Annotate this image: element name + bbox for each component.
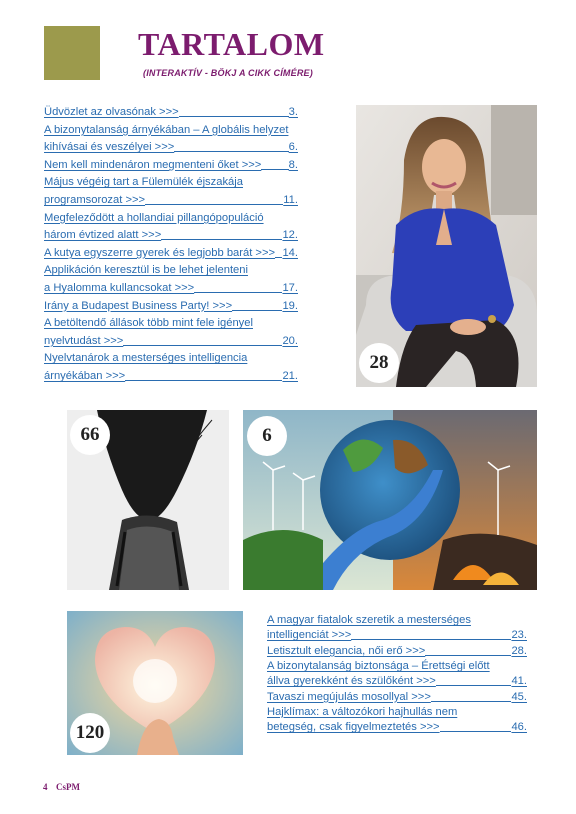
toc-entry-text[interactable]: Üdvözlet az olvasónak >>> xyxy=(44,106,179,118)
toc-entry-text[interactable]: állva gyerekként és szülőként >>> xyxy=(267,675,436,688)
toc-entry-line[interactable] xyxy=(44,211,264,225)
page-subtitle: (INTERAKTÍV - BÖKJ A CIKK CÍMÉRE) xyxy=(143,68,313,78)
toc-entry-line[interactable] xyxy=(267,690,527,704)
toc-entry-text[interactable]: Május végéig tart a Fülemülék éjszakája xyxy=(44,176,243,189)
toc-entry-line[interactable] xyxy=(44,193,298,207)
toc-leader-line xyxy=(194,281,282,293)
toc-page-number[interactable]: 11. xyxy=(283,194,298,206)
toc-entry-text[interactable]: A betöltendő állások több mint fele igényel xyxy=(44,317,253,330)
toc-entry-line[interactable] xyxy=(44,123,288,137)
toc-leader-line xyxy=(436,674,512,686)
toc-entry-text[interactable]: intelligenciát >>> xyxy=(267,629,352,642)
toc-page-number[interactable]: 46. xyxy=(511,721,527,734)
toc-page-number[interactable]: 21. xyxy=(282,370,298,382)
toc-page-number[interactable]: 17. xyxy=(282,282,298,294)
page-badge-6: 6 xyxy=(247,416,287,456)
toc-leader-line xyxy=(275,246,282,258)
toc-leader-line xyxy=(232,299,282,311)
toc-page-number[interactable]: 45. xyxy=(511,690,527,703)
toc-entry-text[interactable]: három évtized alatt >>> xyxy=(44,229,162,242)
toc-entry-line[interactable] xyxy=(44,299,298,313)
toc-leader-line xyxy=(261,158,288,170)
toc-leader-line xyxy=(425,644,511,656)
page-badge-66: 66 xyxy=(70,415,110,455)
toc-entry-text[interactable]: nyelvtudást >>> xyxy=(44,334,124,347)
toc-entry-line[interactable] xyxy=(267,705,457,719)
toc-page-number[interactable]: 14. xyxy=(282,246,298,259)
toc-page-number[interactable]: 6. xyxy=(288,141,298,154)
toc-page-number[interactable]: 12. xyxy=(282,229,298,242)
toc-entry-line[interactable] xyxy=(267,613,471,627)
toc-entry-line[interactable] xyxy=(44,281,298,295)
toc-entry-line[interactable] xyxy=(267,644,527,658)
toc-entry-text[interactable]: Applikáción keresztül is be lehet jelenteni xyxy=(44,264,248,277)
toc-entry-line[interactable] xyxy=(44,246,298,260)
toc-entry-text[interactable]: A magyar fiatalok szeretik a mesterséges xyxy=(267,614,471,626)
toc-entry-text[interactable]: A bizonytalanság biztonsága – Érettségi előtt xyxy=(267,659,490,672)
toc-entry-text[interactable]: árnyékában >>> xyxy=(44,370,126,382)
toc-entry-line[interactable] xyxy=(44,369,298,383)
toc-page-number[interactable]: 41. xyxy=(511,675,527,688)
toc-page-number[interactable]: 23. xyxy=(511,629,527,642)
toc-entry-text[interactable]: A bizonytalanság árnyékában – A globális helyzet xyxy=(44,123,289,136)
toc-leader-line xyxy=(145,193,283,205)
earth-climate-photo[interactable] xyxy=(243,410,537,590)
toc-entry-line[interactable] xyxy=(44,140,298,154)
toc-entry-text[interactable]: Megfeleződött a hollandiai pillangópopuláció xyxy=(44,211,264,224)
toc-page-number[interactable]: 28. xyxy=(511,644,527,657)
toc-entry-text[interactable]: Irány a Budapest Business Party! >>> xyxy=(44,299,233,312)
earth-split-image xyxy=(243,410,537,590)
toc-entry-text[interactable]: betegség, csak figyelmeztetés >>> xyxy=(267,721,440,734)
page-badge-120: 120 xyxy=(70,713,110,753)
toc-entry-line[interactable] xyxy=(44,105,298,119)
decorative-square xyxy=(44,26,100,80)
toc-page-number[interactable]: 20. xyxy=(282,334,298,347)
toc-leader-line xyxy=(351,628,511,640)
toc-entry-text[interactable]: Nyelvtanárok a mesterséges intelligencia xyxy=(44,352,248,365)
toc-entry-text[interactable]: Letisztult elegancia, női erő >>> xyxy=(267,644,426,657)
toc-leader-line xyxy=(161,228,282,240)
toc-leader-line xyxy=(174,140,288,152)
toc-page-number[interactable]: 8. xyxy=(288,158,298,171)
toc-entry-text[interactable]: kihívásai és veszélyei >>> xyxy=(44,141,175,154)
toc-leader-line xyxy=(123,334,282,346)
toc-entry-text[interactable]: programsorozat >>> xyxy=(44,194,146,206)
toc-entry-text[interactable]: A kutya egyszerre gyerek és legjobb barát >>> xyxy=(44,246,276,259)
toc-entry-text[interactable]: Nem kell mindenáron megmenteni őket >>> xyxy=(44,158,262,171)
footer-brand: CsPM xyxy=(56,782,80,792)
toc-entry-line[interactable] xyxy=(44,351,247,365)
toc-entry-line[interactable] xyxy=(44,316,253,330)
toc-page-number[interactable]: 19. xyxy=(282,299,298,312)
toc-entry-line[interactable] xyxy=(44,158,298,172)
toc-entry-line[interactable] xyxy=(267,628,527,642)
footer-page-number: 4 xyxy=(43,782,48,792)
page-title: TARTALOM xyxy=(138,26,325,62)
page-badge-28: 28 xyxy=(359,343,399,383)
sad-figure-photo[interactable] xyxy=(67,410,229,590)
toc-page-number[interactable]: 3. xyxy=(288,106,298,118)
toc-entry-line[interactable] xyxy=(267,659,490,673)
toc-entry-text[interactable]: Hajklímax: a változókori hajhullás nem xyxy=(267,705,458,718)
heart-photo[interactable] xyxy=(67,611,243,755)
toc-entry-line[interactable] xyxy=(44,228,298,242)
toc-leader-line xyxy=(179,105,289,117)
toc-entry-text[interactable]: Tavaszi megújulás mosollyal >>> xyxy=(267,690,431,703)
toc-leader-line xyxy=(431,690,512,702)
toc-entry-line[interactable] xyxy=(267,674,527,688)
woman-photo[interactable] xyxy=(356,105,537,387)
toc-entry-line[interactable] xyxy=(44,334,298,348)
toc-entry-line[interactable] xyxy=(267,720,527,734)
toc-leader-line xyxy=(125,369,282,381)
toc-entry-line[interactable] xyxy=(44,263,248,277)
toc-entry-line[interactable] xyxy=(44,175,243,189)
toc-entry-text[interactable]: a Hyalomma kullancsokat >>> xyxy=(44,282,195,294)
toc-leader-line xyxy=(440,720,512,732)
